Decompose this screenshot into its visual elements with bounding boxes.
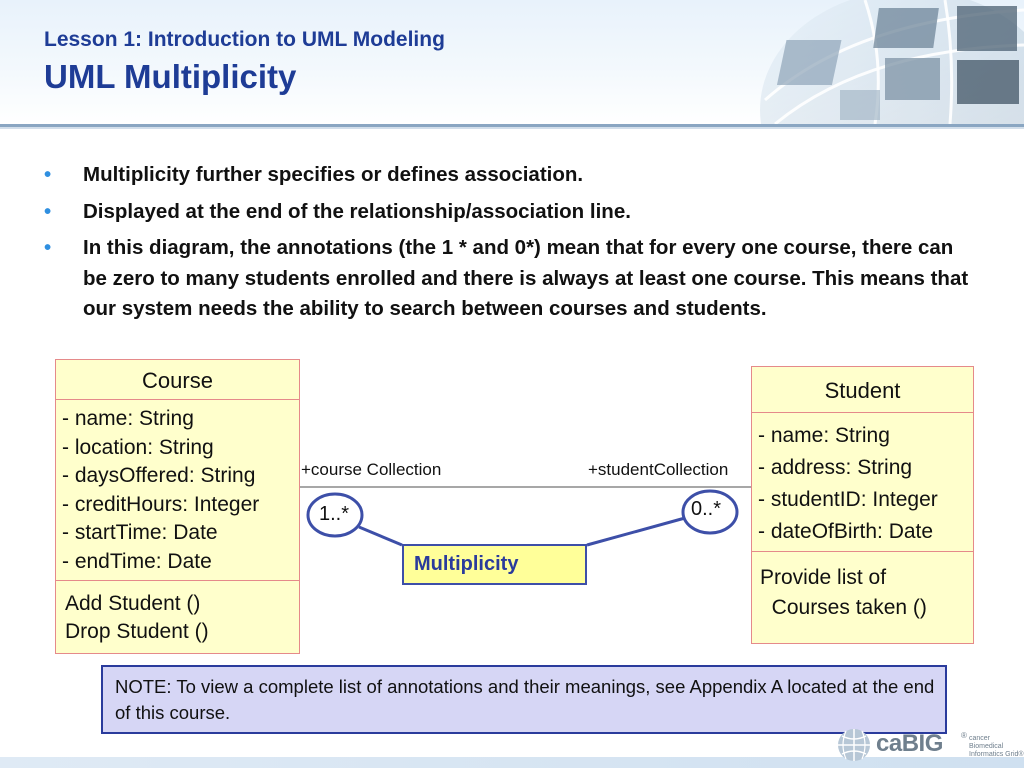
bullet-item	[44, 160, 974, 191]
bullet-list	[44, 160, 974, 331]
course-attribute: - startTime: Date	[62, 521, 218, 545]
note-box: NOTE: To view a complete list of annotations and their meanings, see Appendix A located at the end of this course.	[101, 665, 947, 734]
student-callout-pointer	[587, 518, 685, 545]
student-attributes-section	[752, 413, 973, 552]
header-divider-shadow	[0, 127, 1024, 129]
student-attribute: - dateOfBirth: Date	[758, 520, 934, 543]
bullet-text: In this diagram, the annotations (the 1 * and 0*) mean that for every one course, there can be zero to many students enrolled and there is always at least one course. This means that our system needs the ability to search between courses and students.	[83, 236, 969, 320]
cabig-wordmark: caBIG	[876, 730, 943, 757]
page-title: UML Multiplicity	[44, 58, 297, 95]
bullet-item	[44, 233, 974, 325]
course-operation: Drop Student ()	[65, 620, 209, 643]
cabig-registered-mark: ®	[961, 731, 967, 740]
student-operation: Courses taken ()	[760, 596, 927, 619]
course-role-label: +course Collection	[301, 460, 442, 479]
student-role-label: +studentCollection	[588, 460, 729, 479]
course-operation: Add Student ()	[65, 592, 201, 615]
cabig-globe-icon	[836, 728, 872, 762]
student-attribute: - address: String	[758, 456, 913, 479]
course-attribute: - creditHours: Integer	[62, 492, 260, 516]
bullet-icon: •	[44, 163, 52, 186]
course-name-section	[56, 360, 299, 400]
student-class-box	[751, 366, 974, 644]
bullet-text: Displayed at the end of the relationship/association line.	[83, 199, 631, 223]
course-attributes-section	[56, 400, 299, 581]
multiplicity-callout: Multiplicity	[402, 544, 587, 585]
student-name-section	[752, 367, 973, 413]
course-class-name: Course	[142, 368, 213, 393]
course-attribute: - endTime: Date	[62, 549, 212, 573]
course-operations-section	[56, 581, 299, 646]
bullet-icon: •	[44, 199, 52, 223]
course-attribute: - location: String	[62, 435, 214, 459]
cabig-logo	[836, 726, 1024, 766]
student-attribute: - name: String	[758, 424, 890, 447]
globe-photo-collage-icon	[735, 0, 1024, 124]
bullet-item	[44, 197, 974, 228]
cabig-tagline: cancer Biomedical Informatics Grid®	[969, 735, 1024, 758]
course-multiplicity-label: 1..*	[319, 503, 350, 525]
bullet-text: Multiplicity further specifies or defines association.	[83, 163, 584, 186]
student-operation: Provide list of	[760, 566, 887, 589]
course-class-box	[55, 359, 300, 654]
course-callout-pointer	[359, 527, 402, 545]
student-attribute: - studentID: Integer	[758, 488, 938, 511]
student-class-name: Student	[824, 378, 901, 403]
course-attribute: - name: String	[62, 407, 194, 430]
lesson-title: Lesson 1: Introduction to UML Modeling	[44, 28, 445, 51]
bullet-icon: •	[44, 236, 52, 259]
course-attribute: - daysOffered: String	[62, 464, 256, 488]
student-operations-section	[752, 552, 973, 623]
student-multiplicity-label: 0..*	[691, 498, 722, 520]
